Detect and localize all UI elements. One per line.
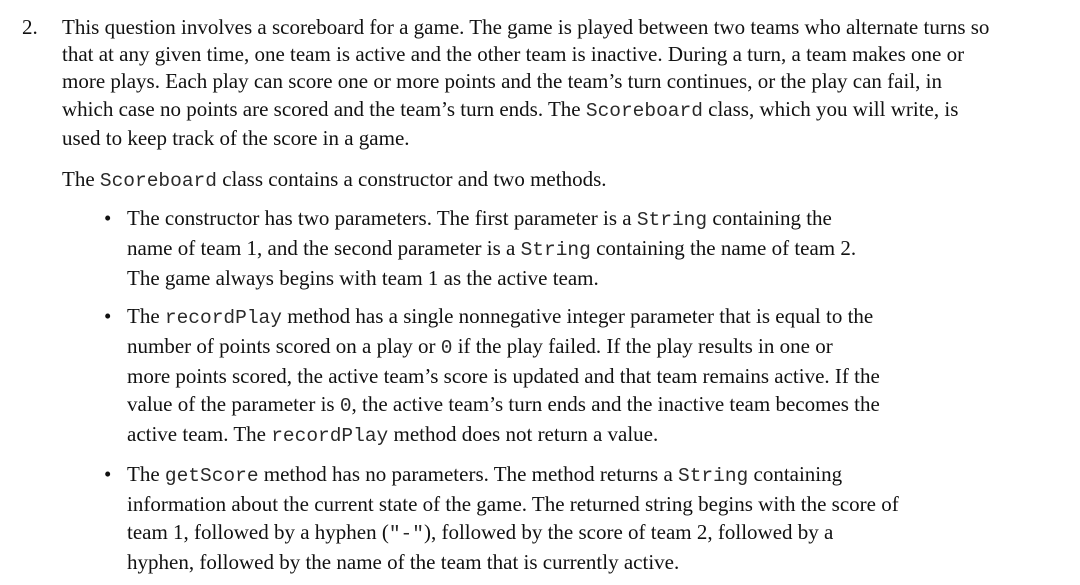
bullet-line: [127, 234, 980, 264]
bullet-text: method has a single nonnegative integer parameter that is equal to the: [281, 303, 874, 328]
bullet-text: name of team 1, and the second parameter is a: [127, 236, 521, 261]
bullet-icon: •: [104, 461, 112, 486]
bullet-text: value of the parameter is: [127, 392, 340, 417]
bullet-line: [127, 204, 980, 234]
list-item-constructor: [100, 204, 980, 293]
bullet-text: containing: [748, 461, 843, 486]
list-item-recordplay: [100, 302, 980, 451]
code-recordplay: recordPlay: [271, 425, 389, 448]
lead-text: class contains a constructor and two methods.: [216, 167, 607, 191]
bullet-line: [127, 518, 980, 548]
code-hyphen-literal: "-": [388, 523, 424, 546]
code-scoreboard: Scoreboard: [99, 170, 217, 192]
intro-text: which case no points are scored and the team’s turn ends. The: [62, 96, 586, 121]
bullet-text: containing the name of team 2.: [590, 236, 857, 261]
intro-text: class, which you will write, is: [702, 96, 959, 121]
intro-line: used to keep track of the score in a game.: [62, 125, 410, 150]
bullet-text: , the active team’s turn ends and the inactive team becomes the: [351, 392, 880, 417]
intro-paragraph: [62, 14, 1067, 152]
bullet-text: The: [127, 303, 165, 328]
bullet-text: The: [127, 461, 165, 486]
code-string: String: [636, 209, 708, 231]
bullet-text: method does not return a value.: [388, 422, 659, 447]
lead-sentence: [62, 166, 1062, 195]
bullet-text: number of points scored on a play or: [127, 333, 441, 358]
bullet-line: The game always begins with team 1 as the active team.: [127, 266, 599, 291]
bullet-icon: •: [104, 303, 112, 328]
code-recordplay: recordPlay: [164, 306, 282, 329]
intro-line: [62, 96, 1067, 125]
bullet-line: [127, 302, 980, 332]
list-item-getscore: [100, 460, 980, 577]
intro-line: more plays. Each play can score one or more points and the team’s turn continues, or the play can fail, in: [62, 69, 942, 94]
intro-line: that at any given time, one team is active and the other team is inactive. During a turn, a team makes one or: [62, 42, 965, 67]
bullet-text: active team. The: [127, 422, 272, 447]
code-scoreboard: Scoreboard: [585, 99, 703, 122]
question-number: 2.: [22, 15, 38, 39]
bullet-line: [127, 390, 980, 420]
bullet-text: containing the: [707, 206, 832, 230]
bullet-text: The constructor has two parameters. The first parameter is a: [127, 206, 637, 230]
code-getscore: getScore: [164, 464, 259, 487]
bullet-text: ), followed by the score of team 2, followed by a: [423, 520, 834, 545]
bullet-line: hyphen, followed by the name of the team that is currently active.: [127, 550, 680, 575]
intro-line: This question involves a scoreboard for a game. The game is played between two teams who alternate turns so: [62, 15, 990, 39]
bullet-line: [127, 460, 980, 490]
bullet-icon: •: [104, 206, 112, 230]
bullet-text: method has no parameters. The method returns a: [258, 461, 679, 486]
bullet-line: [127, 420, 980, 450]
bullet-line: more points scored, the active team’s score is updated and that team remains active. If the: [127, 364, 880, 389]
code-string: String: [520, 239, 591, 262]
bullet-text: if the play failed. If the play results in one or: [452, 333, 833, 358]
bullet-line: [127, 332, 980, 362]
bullet-text: team 1, followed by a hyphen (: [127, 520, 389, 545]
bullet-line: information about the current state of the game. The returned string begins with the score of: [127, 491, 899, 516]
code-string: String: [678, 464, 749, 487]
code-zero: 0: [339, 395, 352, 418]
lead-text: The: [62, 167, 100, 191]
code-zero: 0: [440, 336, 453, 359]
method-list: [100, 204, 980, 585]
